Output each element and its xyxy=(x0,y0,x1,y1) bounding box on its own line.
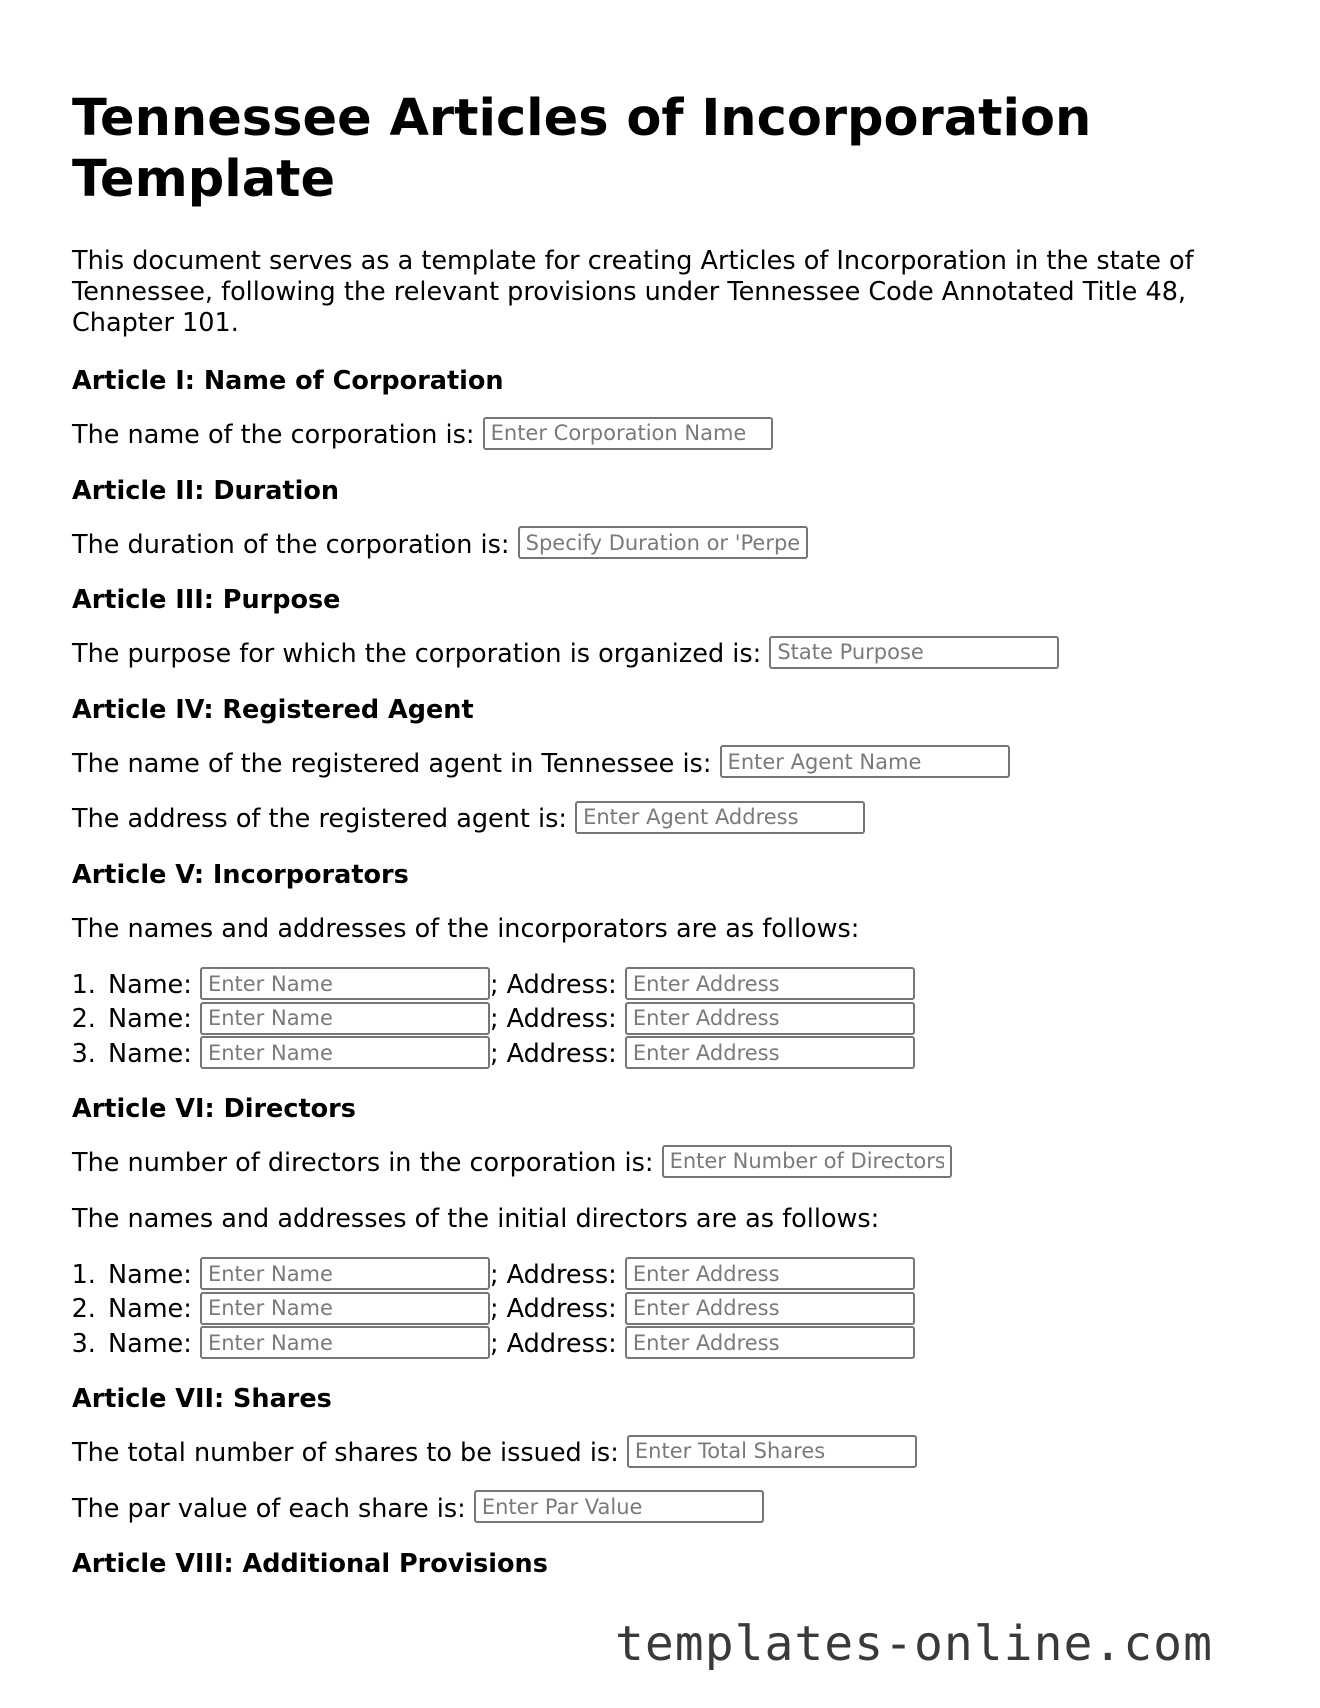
incorporator-address-input[interactable] xyxy=(625,1036,915,1069)
article-8-heading: Article VIII: Additional Provisions xyxy=(72,1549,548,1579)
address-label: ; Address: xyxy=(489,969,617,1000)
address-label: ; Address: xyxy=(489,1328,617,1359)
incorporators-list xyxy=(72,968,1252,1072)
article-2-heading: Article II: Duration xyxy=(72,475,340,506)
address-label: ; Address: xyxy=(489,1004,617,1034)
agent-address-input[interactable] xyxy=(575,801,865,834)
duration-input[interactable] xyxy=(518,526,808,559)
corporation-name-input[interactable] xyxy=(483,417,773,450)
total-shares-label: The total number of shares to be issued is: xyxy=(72,1438,619,1468)
director-name-input[interactable] xyxy=(200,1326,490,1359)
article-3-heading: Article III: Purpose xyxy=(72,585,341,615)
incorporator-name-input[interactable] xyxy=(200,967,490,1000)
incorporator-item xyxy=(104,1037,1252,1072)
article-7-heading: Article VII: Shares xyxy=(72,1384,332,1414)
directors-list xyxy=(72,1258,1252,1362)
incorporator-item xyxy=(104,968,1252,1003)
article-5-heading: Article V: Incorporators xyxy=(72,859,409,890)
address-label: ; Address: xyxy=(489,1038,617,1069)
agent-name-label: The name of the registered agent in Tennessee is: xyxy=(72,748,712,779)
agent-name-line xyxy=(72,748,1252,782)
watermark-text: templates-online.com xyxy=(615,1616,1213,1672)
name-label: Name: xyxy=(108,1294,192,1324)
duration-line xyxy=(72,529,1252,563)
director-name-input[interactable] xyxy=(200,1257,490,1290)
address-label: ; Address: xyxy=(489,1259,617,1290)
incorporator-address-input[interactable] xyxy=(625,967,915,1000)
name-label: Name: xyxy=(108,1328,192,1359)
name-label: Name: xyxy=(108,1038,192,1069)
name-label: Name: xyxy=(108,1259,192,1290)
par-value-label: The par value of each share is: xyxy=(72,1493,466,1524)
director-count-input[interactable] xyxy=(662,1145,952,1178)
incorporator-address-input[interactable] xyxy=(625,1002,915,1035)
director-item xyxy=(104,1327,1252,1362)
document xyxy=(72,88,1252,1602)
purpose-label: The purpose for which the corporation is organized is: xyxy=(72,639,762,669)
incorporator-item xyxy=(104,1002,1252,1037)
par-value-input[interactable] xyxy=(474,1490,764,1523)
article-6-heading: Article VI: Directors xyxy=(72,1094,356,1124)
director-address-input[interactable] xyxy=(625,1326,915,1359)
name-label: Name: xyxy=(108,969,192,1000)
incorporator-name-input[interactable] xyxy=(200,1036,490,1069)
article-4-heading: Article IV: Registered Agent xyxy=(72,694,474,725)
incorporators-intro: The names and addresses of the incorporators are as follows: xyxy=(72,913,860,944)
agent-address-line xyxy=(72,803,1252,837)
agent-name-input[interactable] xyxy=(720,745,1010,778)
intro-text: This document serves as a template for creating Articles of Incorporation in the state of Tennessee, following the relevant provisions under Tennessee Code Annotated Title 48, Chapter 101. xyxy=(72,246,1194,338)
director-count-line xyxy=(72,1147,1252,1181)
agent-address-label: The address of the registered agent is: xyxy=(72,804,567,834)
corporation-name-line xyxy=(72,419,1252,453)
director-address-input[interactable] xyxy=(625,1257,915,1290)
director-item xyxy=(104,1258,1252,1293)
director-address-input[interactable] xyxy=(625,1292,915,1325)
purpose-input[interactable] xyxy=(769,636,1059,669)
page-title: Tennessee Articles of Incorporation Template xyxy=(72,89,1092,209)
corporation-name-label: The name of the corporation is: xyxy=(72,420,475,450)
director-item xyxy=(104,1292,1252,1327)
incorporator-name-input[interactable] xyxy=(200,1002,490,1035)
total-shares-input[interactable] xyxy=(627,1435,917,1468)
address-label: ; Address: xyxy=(489,1294,617,1324)
par-value-line xyxy=(72,1493,1252,1527)
name-label: Name: xyxy=(108,1004,192,1034)
total-shares-line xyxy=(72,1437,1252,1471)
duration-label: The duration of the corporation is: xyxy=(72,529,510,560)
directors-intro: The names and addresses of the initial directors are as follows: xyxy=(72,1203,880,1234)
article-1-heading: Article I: Name of Corporation xyxy=(72,366,504,396)
director-count-label: The number of directors in the corporation is: xyxy=(72,1148,654,1178)
director-name-input[interactable] xyxy=(200,1292,490,1325)
purpose-line xyxy=(72,638,1252,672)
